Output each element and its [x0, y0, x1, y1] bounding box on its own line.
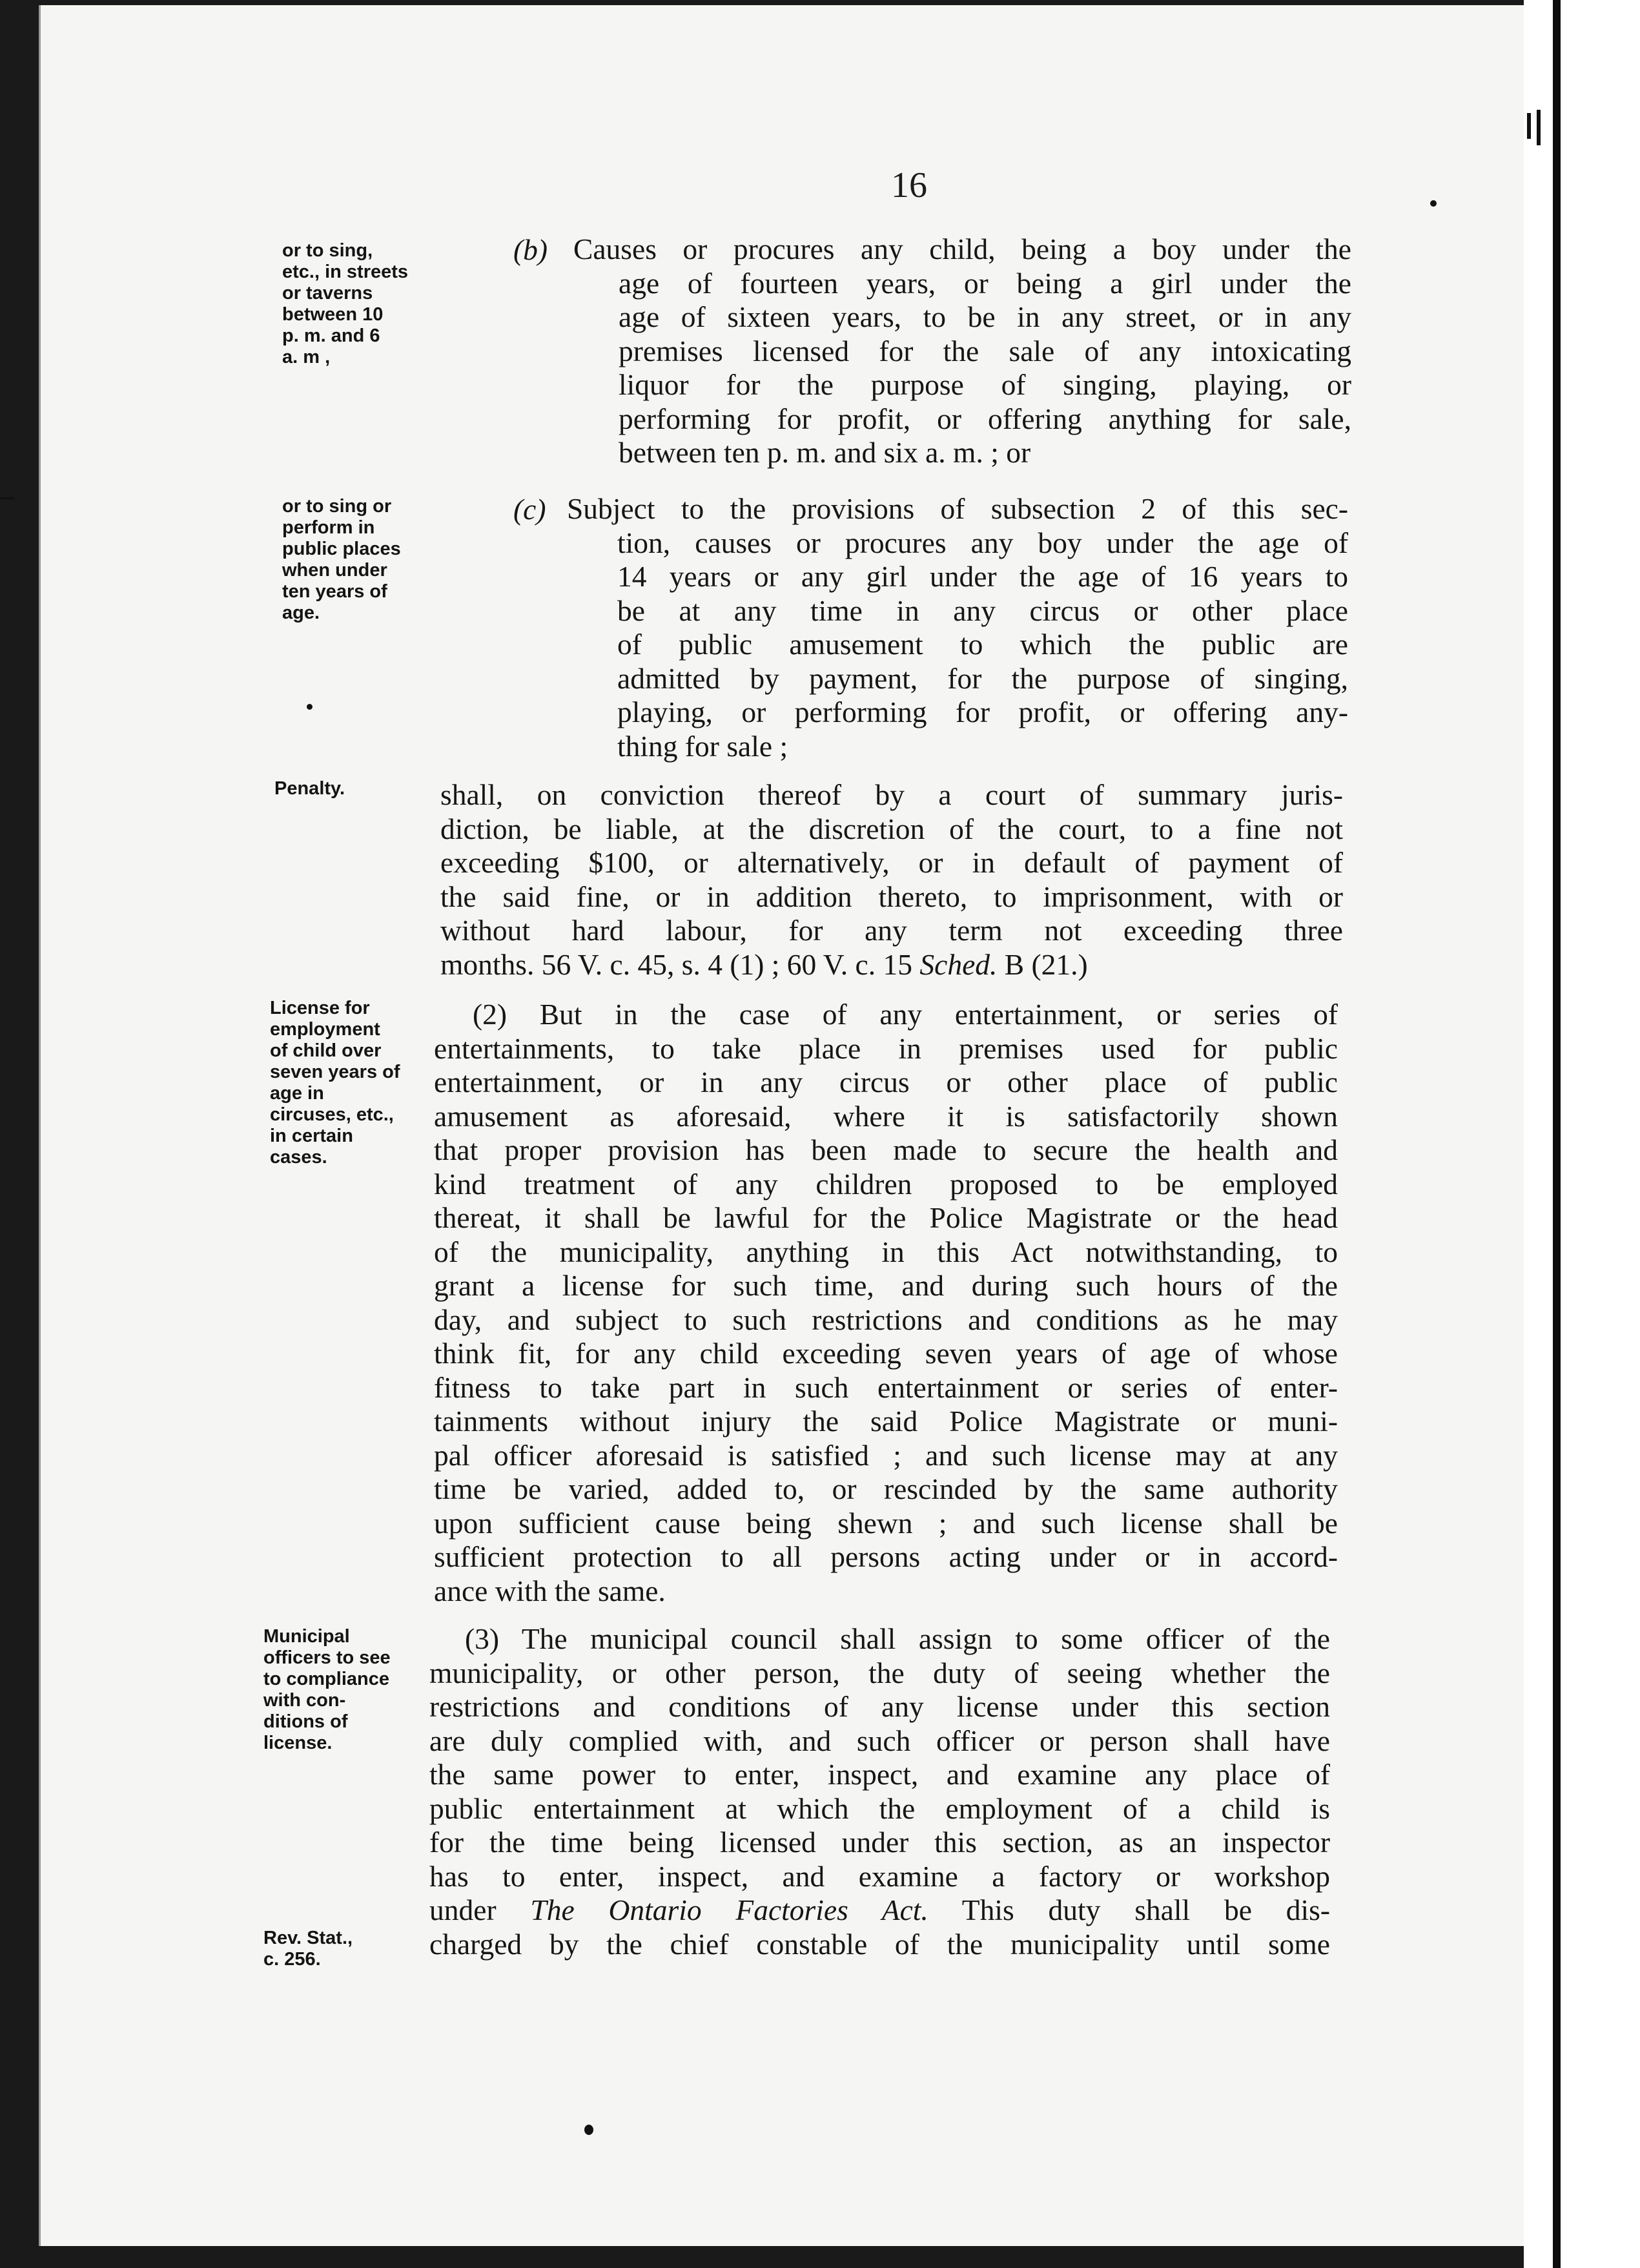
clause-c-marker: (c) — [513, 493, 546, 526]
page-number: 16 — [891, 165, 927, 205]
sidenote-license: License for employment of child over seven years of age in circuses, etc., in certain cases. — [270, 998, 400, 1168]
act-title: The Ontario Factories Act. — [530, 1893, 928, 1926]
sidenote-penalty: Penalty. — [274, 778, 345, 799]
clause-b-marker: (b) — [513, 233, 548, 266]
penalty-paragraph: shall, on conviction thereof by a court of summary juris- diction, be liable, at the discretion of the court, to a fine not exceeding $100, or alternatively, or in default of payment of the said fine, or in addition thereto, to imprisonment, with or without hard labour, for any term not exceeding three months. 56 V. c. 45, s. 4 (1) ; 60 V. c. 15 Sched. B (21.) — [440, 778, 1343, 981]
sidenote-sing-public: or to sing or perform in public places when under ten years of age. — [282, 496, 401, 623]
ink-dot — [307, 704, 313, 710]
sidenote-rev-stat: Rev. Stat., c. 256. — [263, 1928, 353, 1970]
paragraph-3: (3) The municipal council shall assign to some officer of the municipality, or other person, the duty of seeing whether the restrictions and conditions of any license under this section are duly complied with, and such officer or person shall have the same power to enter, inspect, and examine any place of public entertainment at which the employment of a child is for the time being licensed under this section, as an inspector has to enter, inspect, and examine a factory or workshop under The Ontario Factories Act. This duty shall be dis- charged by the chief constable of the municipality until some — [429, 1622, 1330, 1961]
paragraph-2: (2) But in the case of any entertainment, or series of entertainments, to take place in premises used for public entertainment, or in any circus or other place of public amusement as aforesaid, where it is satisfactorily shown that proper provision has been made to secure the health and kind treatment of any children proposed to be employed thereat, it shall be lawful for the Police Magistrate or the head of the municipality, anything in this Act notwithstanding, to grant a license for such time, and during such hours of the day, and subject to such restrictions and conditions as he may think fit, for any child exceeding seven years of age of whose fitness to take part in such entertainment or series of enter- tainments without injury the said Police Magistrate or muni- pal officer aforesaid is satisfied ; and such license may at any time be varied, added to, or rescinded by the same authority upon sufficient cause being shewn ; and such license shall be sufficient protection to all persons acting under or in accord- ance with the same. — [434, 998, 1338, 1607]
clause-b-text: Causes or procures any child, being a boy under the age of fourteen years, or being a girl under the age of sixteen years, to be in any street, or in any premises licensed for the sale of any intoxicating liquor for the purpose of singing, playing, or performing for profit, or offering anything for sale, between ten p. m. and six a. m. ; or — [573, 232, 1351, 469]
edge-mark — [1430, 200, 1437, 207]
sidenote-sing-streets: or to sing, etc., in streets or taverns between 10 p. m. and 6 a. m , — [282, 240, 409, 367]
edge-mark — [0, 497, 14, 499]
edge-mark — [1527, 113, 1531, 139]
penalty-citation: months. 56 V. c. 45, s. 4 (1) ; 60 V. c. 15 Sched. B (21.) — [440, 947, 1088, 981]
clause-c-text: Subject to the provisions of subsection 2 of this sec- tion, causes or procures any boy under the age of 14 years or any girl under the age of 16 years to be at any time in any circus or other place of public amusement to which the public are admitted by payment, for the purpose of singing, playing, or performing for profit, or offering any- thing for sale ; — [567, 492, 1348, 763]
page-spine — [1524, 0, 1553, 2268]
edge-mark — [1537, 110, 1541, 145]
sidenote-municipal: Municipal officers to see to compliance with con- ditions of license. — [263, 1626, 391, 1753]
page-edge — [1553, 0, 1640, 2268]
act-reference-line: under The Ontario Factories Act. This duty shall be dis- — [429, 1893, 1330, 1926]
ink-dot — [584, 2125, 593, 2135]
